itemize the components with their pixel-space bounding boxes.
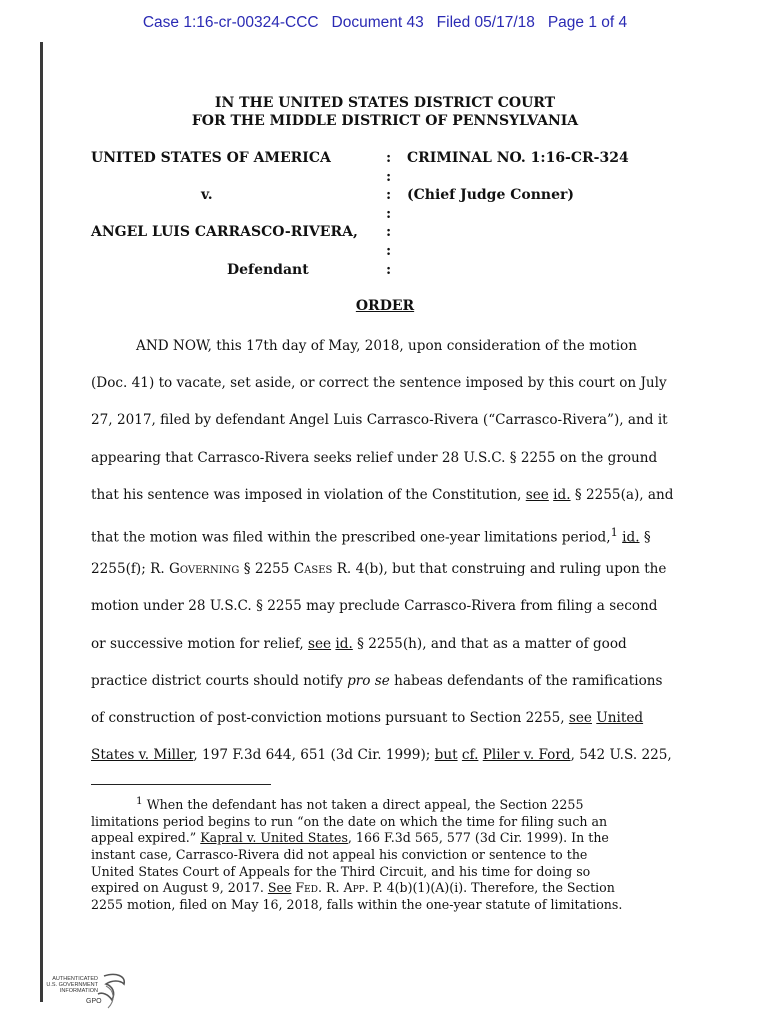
- body-text-span: , 197 F.3d 644, 651 (3d Cir. 1999);: [193, 747, 435, 764]
- case-caption: [91, 150, 691, 280]
- body-line: [91, 560, 681, 597]
- footnote-text-span: , 166 F.3d 565, 577 (3d Cir. 1999). In the: [347, 830, 609, 846]
- case-name: States v. Miller: [91, 747, 194, 764]
- case-header-stamp: [0, 14, 770, 32]
- judge-name: (Chief Judge Conner): [407, 187, 574, 204]
- case-number-stamp: Case 1:16-cr-00324-CCC: [142, 14, 319, 31]
- case-name: United: [596, 709, 644, 726]
- body-text-span: R. 4(b), but that construing and ruling upon the: [332, 561, 667, 578]
- footnote-mark: 1: [136, 795, 143, 807]
- body-text-span: habeas defendants of the ramifications: [389, 672, 663, 689]
- footnote-reference: 1: [610, 524, 618, 539]
- citation-signal: see: [525, 486, 549, 503]
- citation-id: id.: [553, 486, 571, 503]
- versus-label: v.: [201, 187, 213, 204]
- page-number-stamp: Page 1 of 4: [547, 14, 628, 31]
- caption-colon: :: [386, 187, 392, 204]
- body-line: [91, 635, 681, 672]
- footnote-text-span: F: [291, 880, 305, 896]
- caption-colon: :: [386, 168, 392, 185]
- order-body: [91, 337, 681, 783]
- body-text-span: § 2255(a), and: [570, 486, 674, 503]
- defendant-label: Defendant: [227, 261, 309, 278]
- footnote-line: United States Court of Appeals for the Third Circuit, and his time for doing so: [91, 863, 591, 879]
- citation-signal: cf.: [461, 747, 479, 764]
- case-name: Kapral v. United States: [200, 830, 348, 846]
- footnote-line: 2255 motion, filed on May 16, 2018, falls within the one-year statute of limitations.: [91, 896, 623, 912]
- footnote-line: instant case, Carrasco-Rivera did not appeal his conviction or sentence to the: [91, 846, 588, 862]
- caption-colon: :: [386, 261, 392, 278]
- footnote-divider: [91, 784, 271, 785]
- body-line: [91, 523, 681, 560]
- footnote-line: limitations period begins to run “on the date on which the time for filing such an: [91, 813, 608, 829]
- gpo-eagle-icon: [46, 970, 136, 1016]
- footnote-text-span: . P. 4(b)(1)(A)(i). Therefore, the Section: [364, 880, 615, 896]
- body-text-span: that the motion was filed within the prescribed one-year limitations period,: [91, 529, 611, 546]
- body-line: (Doc. 41) to vacate, set aside, or correct the sentence imposed by this court on July: [91, 375, 667, 392]
- body-line: appearing that Carrasco-Rivera seeks relief under 28 U.S.C. § 2255 on the ground: [91, 449, 658, 466]
- gpo-label: GPO: [86, 998, 102, 1005]
- citation-signal: See: [267, 880, 292, 896]
- body-text-span: of construction of post-conviction motions pursuant to Section 2255,: [91, 709, 569, 726]
- gpo-seal-line: U.S. GOVERNMENT: [46, 982, 98, 989]
- citation-id: id.: [335, 635, 353, 652]
- court-heading-line-2: FOR THE MIDDLE DISTRICT OF PENNSYLVANIA: [191, 113, 579, 129]
- case-name: Pliler v. Ford: [482, 747, 571, 764]
- body-text-span: or successive motion for relief,: [91, 635, 309, 652]
- footnote-line: [91, 793, 681, 814]
- citation-signal: see: [568, 709, 592, 726]
- rule-name: pp: [352, 880, 365, 896]
- footnote-text-span: appeal expired.”: [91, 830, 201, 846]
- rule-name: ed: [304, 880, 318, 896]
- gpo-seal-line: INFORMATION: [59, 988, 98, 995]
- rule-name: Cases: [293, 561, 333, 578]
- body-text-span: § 2255: [239, 561, 294, 578]
- citation-signal: see: [308, 635, 332, 652]
- gpo-seal-line: AUTHENTICATED: [52, 976, 98, 982]
- body-text-span: 2255(f); R.: [91, 561, 170, 578]
- footnote-text-span: When the defendant has not taken a direct appeal, the Section 2255: [142, 797, 584, 813]
- court-heading: [0, 94, 770, 130]
- caption-colon: :: [386, 224, 392, 241]
- body-text-span: practice district courts should notify: [91, 672, 348, 689]
- defendant-name: ANGEL LUIS CARRASCO-RIVERA,: [91, 224, 358, 241]
- filed-date-stamp: Filed 05/17/18: [436, 14, 535, 31]
- court-heading-line-1: IN THE UNITED STATES DISTRICT COURT: [214, 95, 556, 111]
- body-text-span: that his sentence was imposed in violation of the Constitution,: [91, 486, 526, 503]
- body-line: AND NOW, this 17th day of May, 2018, upon consideration of the motion: [136, 338, 637, 354]
- gpo-authentication-seal: [46, 970, 136, 1016]
- caption-colon: :: [386, 242, 392, 259]
- caption-colon: :: [386, 205, 392, 222]
- citation-id: id.: [622, 529, 640, 546]
- criminal-case-number: CRIMINAL NO. 1:16-CR-324: [407, 150, 629, 166]
- rule-name: Governing: [169, 561, 240, 578]
- footnote-line: [91, 880, 681, 897]
- body-text-span: § 2255(h), and that as a matter of good: [352, 635, 627, 652]
- body-line: [91, 746, 681, 783]
- footnote: [91, 793, 681, 913]
- left-margin-rule: [40, 42, 43, 1002]
- pro-se-term: pro se: [347, 672, 390, 689]
- body-line: [91, 672, 681, 709]
- footnote-text-span: . R. A: [317, 880, 353, 896]
- body-line: 27, 2017, filed by defendant Angel Luis Carrasco-Rivera (“Carrasco-Rivera”), and it: [91, 412, 668, 429]
- footnote-line: [91, 830, 681, 847]
- body-line: motion under 28 U.S.C. § 2255 may preclude Carrasco-Rivera from filing a second: [91, 598, 658, 615]
- plaintiff-name: UNITED STATES OF AMERICA: [91, 150, 331, 166]
- body-text-span: §: [639, 529, 651, 546]
- body-text-span: , 542 U.S. 225,: [570, 747, 672, 764]
- caption-colon: :: [386, 150, 392, 166]
- body-line: [91, 709, 681, 746]
- document-number-stamp: Document 43: [331, 14, 424, 31]
- order-title: ORDER: [355, 298, 415, 314]
- footnote-text-span: expired on August 9, 2017.: [91, 880, 268, 896]
- body-line: [91, 486, 681, 523]
- citation-signal: but: [434, 747, 458, 764]
